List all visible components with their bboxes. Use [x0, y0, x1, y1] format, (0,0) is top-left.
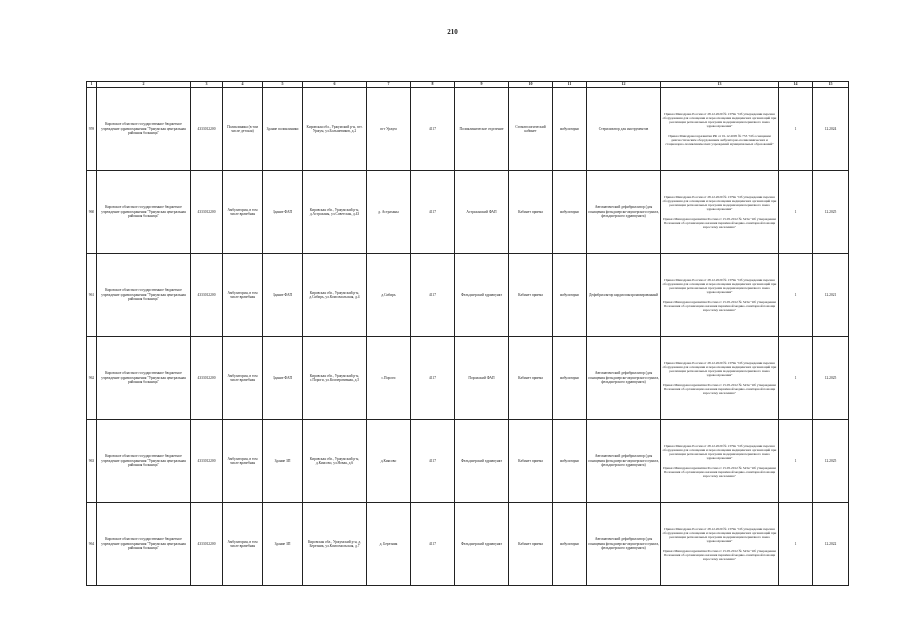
code: 4117: [411, 254, 455, 337]
organization: Кировское областное государственное бюджетное учреждение здравоохранения "Уржумская центральная районная больница": [97, 254, 191, 337]
col-header-5: 5: [263, 82, 303, 88]
quantity: 1: [779, 420, 813, 503]
regulation-part-1: Приказ Минздрава России от 28.12.2020 № 1379н "Об утверждении перечня оборудования для оснащения и переоснащения медицинских организаций при реализации региональных программ модернизации первичного звена здравоохранения": [662, 278, 777, 295]
inn: 4333012200: [191, 254, 223, 337]
inn: 4333012200: [191, 420, 223, 503]
equipment: Автоматический дефибриллятор (для оснащения фельдшерско-акушерского пункта, фельдшерского здравпункта): [587, 420, 661, 503]
settlement: д. Березник: [367, 503, 411, 586]
inn: 4333012200: [191, 503, 223, 586]
subdivision: Амбулатория, в том числе врачебная: [223, 254, 263, 337]
department: Порожский ФАП: [455, 337, 509, 420]
building: Здание ФАП: [263, 171, 303, 254]
regulation-part-2: Приказ Минздравсоцразвития России от 15.05.2012 № 543н "Об утверждении Положения об организации оказания первичной медико-санитарной помощи взрослому населению": [663, 548, 776, 561]
code: 4117: [411, 171, 455, 254]
row-number: 959: [87, 88, 97, 171]
room: Кабинет приема: [509, 420, 553, 503]
col-header-6: 6: [303, 82, 367, 88]
col-header-8: 8: [411, 82, 455, 88]
table-row: [87, 88, 849, 171]
regulation: [661, 254, 779, 337]
code: 4117: [411, 503, 455, 586]
date: 12.2022: [813, 503, 849, 586]
col-header-15: 15: [813, 82, 849, 88]
page-number: 210: [447, 28, 458, 36]
col-header-9: 9: [455, 82, 509, 88]
col-header-7: 7: [367, 82, 411, 88]
building: Здание поликлиники: [263, 88, 303, 171]
care-type: амбулаторно: [553, 420, 587, 503]
room: Кабинет приема: [509, 337, 553, 420]
table-row: [87, 503, 849, 586]
equipment: Автоматический дефибриллятор (для оснащения фельдшерско-акушерского пункта, фельдшерского здравпункта): [587, 337, 661, 420]
building: Здание ФАП: [263, 337, 303, 420]
quantity: 1: [779, 88, 813, 171]
building: Здание ЗП: [263, 503, 303, 586]
department: Фельдшерский здравпункт: [455, 503, 509, 586]
row-number: 963: [87, 420, 97, 503]
subdivision: Амбулатория, в том числе врачебная: [223, 420, 263, 503]
address: Кировская обл., Уржумский р-н, с.Пороги, ул.Кооперативная, д.5: [303, 337, 367, 420]
subdivision: Амбулатория, в том числе врачебная: [223, 171, 263, 254]
regulation: [661, 171, 779, 254]
subdivision: Амбулатория, в том числе врачебная: [223, 337, 263, 420]
care-type: амбулаторно: [553, 88, 587, 171]
regulation: [661, 337, 779, 420]
care-type: амбулаторно: [553, 171, 587, 254]
regulation-part-1: Приказ Минздрава России от 28.12.2020 № 1379н "Об утверждении перечня оборудования для оснащения и переоснащения медицинских организаций при реализации региональных программ модернизации первичного звена здравоохранения": [662, 444, 777, 461]
date: 12.2025: [813, 337, 849, 420]
department: Фельдшерский здравпункт: [455, 420, 509, 503]
address: Кировская обл., Уржумский р-н, д.Киясово, ул.Новая, д.6: [303, 420, 367, 503]
row-number: 962: [87, 337, 97, 420]
equipment: Автоматический дефибриллятор (для оснащения фельдшерско-акушерского пункта, фельдшерского здравпункта): [587, 503, 661, 586]
table-row: [87, 420, 849, 503]
regulation-part-1: Приказ Минздрава России от 28.12.2020 № 1379н "Об утверждении перечня оборудования для оснащения и переоснащения медицинских организаций при реализации региональных программ модернизации первичного звена здравоохранения": [662, 527, 777, 544]
table-row: [87, 171, 849, 254]
regulation-part-1: Приказ Минздрава России от 28.12.2020 № 1379н "Об утверждении перечня оборудования для оснащения и переоснащения медицинских организаций при реализации региональных программ модернизации первичного звена здравоохранения": [662, 112, 777, 129]
date: 12.2021: [813, 254, 849, 337]
address: Кировская обл., Уржумский р-н, д. Березник, ул.Комсомольская, д.7: [303, 503, 367, 586]
regulation-part-2: Приказ Минздравсоцразвития России от 15.05.2012 № 543н "Об утверждении Положения об организации оказания первичной медико-санитарной помощи взрослому населению": [663, 465, 776, 478]
col-header-10: 10: [509, 82, 553, 88]
quantity: 1: [779, 503, 813, 586]
code: 4117: [411, 420, 455, 503]
col-header-4: 4: [223, 82, 263, 88]
col-header-3: 3: [191, 82, 223, 88]
inn: 4333012200: [191, 337, 223, 420]
building: Здание ЗП: [263, 420, 303, 503]
department: Фельдшерский здравпункт: [455, 254, 509, 337]
settlement: пгт Уржум: [367, 88, 411, 171]
room: Стоматологический кабинет: [509, 88, 553, 171]
care-type: амбулаторно: [553, 254, 587, 337]
organization: Кировское областное государственное бюджетное учреждение здравоохранения "Уржумская центральная районная больница": [97, 337, 191, 420]
department: Поликлиническое отделение: [455, 88, 509, 171]
regulation-part-1: Приказ Минздрава России от 28.12.2020 № 1379н "Об утверждении перечня оборудования для оснащения и переоснащения медицинских организаций при реализации региональных программ модернизации первичного звена здравоохранения": [662, 195, 777, 212]
quantity: 1: [779, 337, 813, 420]
row-number: 964: [87, 503, 97, 586]
row-number: 961: [87, 254, 97, 337]
code: 4117: [411, 88, 455, 171]
building: Здание ФАП: [263, 254, 303, 337]
regulation: [661, 503, 779, 586]
regulation: [661, 420, 779, 503]
organization: Кировское областное государственное бюджетное учреждение здравоохранения "Уржумская центральная районная больница": [97, 171, 191, 254]
care-type: амбулаторно: [553, 503, 587, 586]
regulation-part-1: Приказ Минздрава России от 28.12.2020 № 1379н "Об утверждении перечня оборудования для оснащения и переоснащения медицинских организаций при реализации региональных программ модернизации первичного звена здравоохранения": [662, 361, 777, 378]
care-type: амбулаторно: [553, 337, 587, 420]
address: Кировская обл., Уржумский р-н, пгт. Уржум, ул.Большевиков, д.2: [303, 88, 367, 171]
table-row: [87, 254, 849, 337]
regulation: [661, 88, 779, 171]
inn: 4333012200: [191, 88, 223, 171]
organization: Кировское областное государственное бюджетное учреждение здравоохранения "Уржумская центральная районная больница": [97, 88, 191, 171]
department: Астраханский ФАП: [455, 171, 509, 254]
organization: Кировское областное государственное бюджетное учреждение здравоохранения "Уржумская центральная районная больница": [97, 503, 191, 586]
address: Кировская обл., Уржумский р-н, д.Астраханы, ул.Советская, д.43: [303, 171, 367, 254]
regulation-part-2: Приказ Минздравсоцразвития России от 15.05.2012 № 543н "Об утверждении Положения об организации оказания первичной медико-санитарной помощи взрослому населению": [663, 382, 776, 395]
date: 12.2025: [813, 420, 849, 503]
room: Кабинет приема: [509, 503, 553, 586]
equipment: Дефибриллятор кардиосинхронизированный: [587, 254, 661, 337]
col-header-2: 2: [97, 82, 191, 88]
row-number: 960: [87, 171, 97, 254]
room: Кабинет приема: [509, 254, 553, 337]
settlement: с.Пороги: [367, 337, 411, 420]
settlement: д.Сибирь: [367, 254, 411, 337]
address: Кировская обл., Уржумский р-н, д.Сибирь, ул.Комсомольская, д.4: [303, 254, 367, 337]
room: Кабинет приема: [509, 171, 553, 254]
equipment-table: [86, 81, 849, 586]
equipment: Автоматический дефибриллятор (для оснащения фельдшерско-акушерского пункта, фельдшерского здравпункта): [587, 171, 661, 254]
equipment: Стерилизатор для инструментов: [587, 88, 661, 171]
inn: 4333012200: [191, 171, 223, 254]
quantity: 1: [779, 254, 813, 337]
subdivision: Поликлиника (в том числе детская): [223, 88, 263, 171]
settlement: д. Астраханы: [367, 171, 411, 254]
date: 12.2024: [813, 88, 849, 171]
settlement: д.Киясово: [367, 420, 411, 503]
regulation-part-2: Приказ Минздравсоцразвития РФ от 01.12.2005 № 753 "Об оснащении диагностическим оборудованием амбулаторно-поликлинических и стационарно-поликлинических учреждений муниципальных образований": [665, 133, 774, 146]
subdivision: Амбулатория, в том числе врачебная: [223, 503, 263, 586]
regulation-part-2: Приказ Минздравсоцразвития России от 15.05.2012 № 543н "Об утверждении Положения об организации оказания первичной медико-санитарной помощи взрослому населению": [663, 299, 776, 312]
date: 12.2025: [813, 171, 849, 254]
col-header-11: 11: [553, 82, 587, 88]
code: 4117: [411, 337, 455, 420]
table-row: [87, 337, 849, 420]
organization: Кировское областное государственное бюджетное учреждение здравоохранения "Уржумская центральная районная больница": [97, 420, 191, 503]
quantity: 1: [779, 171, 813, 254]
col-header-1: 1: [87, 82, 97, 88]
col-header-13: 13: [661, 82, 779, 88]
col-header-12: 12: [587, 82, 661, 88]
col-header-14: 14: [779, 82, 813, 88]
regulation-part-2: Приказ Минздравсоцразвития России от 15.05.2012 № 543н "Об утверждении Положения об организации оказания первичной медико-санитарной помощи взрослому населению": [663, 216, 776, 229]
